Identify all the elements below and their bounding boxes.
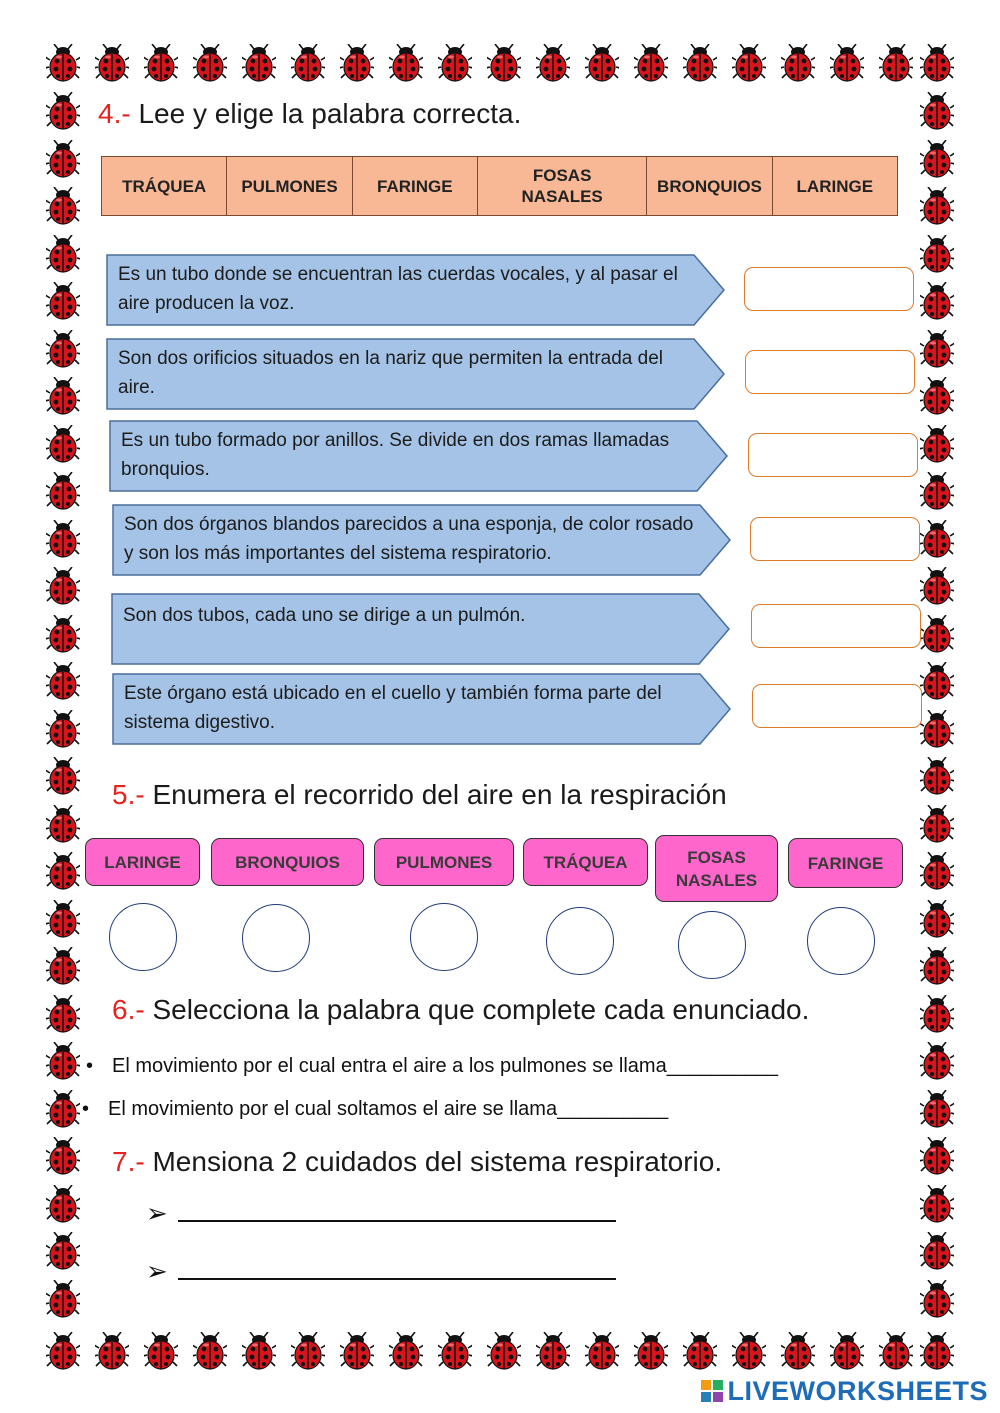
ladybug-icon xyxy=(340,44,374,82)
section6-number: 6.- xyxy=(112,994,145,1025)
bullet-dot: • xyxy=(82,1098,90,1120)
ladybug-icon xyxy=(830,44,864,82)
ladybug-icon xyxy=(46,567,80,605)
ladybug-icon xyxy=(144,44,178,82)
ladybug-icon xyxy=(487,1332,521,1370)
ladybug-icon xyxy=(46,140,80,178)
ladybug-icon xyxy=(920,472,954,510)
fill-in-sentence xyxy=(86,1055,778,1078)
ladybug-icon xyxy=(920,425,954,463)
answer-input-box[interactable] xyxy=(744,267,914,311)
answer-line[interactable] xyxy=(146,1198,616,1229)
ladybug-icon xyxy=(781,44,815,82)
ladybug-icon xyxy=(920,710,954,748)
ladybug-icon xyxy=(46,662,80,700)
ladybug-icon xyxy=(95,1332,129,1370)
ladybug-icon xyxy=(242,44,276,82)
clue-arrow xyxy=(112,673,732,745)
sequence-word-card: FOSAS NASALES xyxy=(655,835,778,902)
ladybug-icon xyxy=(46,330,80,368)
ladybug-icon xyxy=(46,615,80,653)
section7-heading xyxy=(112,1146,722,1178)
ladybug-icon xyxy=(920,235,954,273)
word-bank-cell: FARINGE xyxy=(353,157,478,215)
ladybug-icon xyxy=(920,805,954,843)
clue-arrow xyxy=(112,504,732,576)
order-number-circle[interactable] xyxy=(807,907,875,975)
ladybug-icon xyxy=(46,1332,80,1370)
ladybug-icon xyxy=(438,44,472,82)
order-number-circle[interactable] xyxy=(109,903,177,971)
ladybug-icon xyxy=(920,330,954,368)
ladybug-icon xyxy=(920,1185,954,1223)
section6-heading xyxy=(112,994,809,1026)
order-number-circle[interactable] xyxy=(546,907,614,975)
arrow-bullet-icon: ➢ xyxy=(146,1198,168,1228)
ladybug-icon xyxy=(830,1332,864,1370)
ladybug-icon xyxy=(144,1332,178,1370)
sequence-word-card: BRONQUIOS xyxy=(211,838,364,886)
ladybug-icon xyxy=(920,567,954,605)
ladybug-icon xyxy=(46,1137,80,1175)
ladybug-icon xyxy=(46,1090,80,1128)
ladybug-icon xyxy=(340,1332,374,1370)
ladybug-icon xyxy=(683,44,717,82)
ladybug-icon xyxy=(920,757,954,795)
ladybug-icon xyxy=(732,44,766,82)
section4-title: Lee y elige la palabra correcta. xyxy=(138,98,522,129)
sentence-text: El movimiento por el cual entra el aire a los pulmones se llama__________ xyxy=(112,1055,778,1077)
word-bank-cell: FOSAS NASALES xyxy=(478,157,647,215)
ladybug-icon xyxy=(920,947,954,985)
clue-text: Este órgano está ubicado en el cuello y también forma parte del sistema digestivo. xyxy=(124,683,662,733)
clue-text: Son dos orificios situados en la nariz que permiten la entrada del aire. xyxy=(118,348,663,398)
ladybug-icon xyxy=(920,520,954,558)
ladybug-icon xyxy=(585,44,619,82)
order-number-circle[interactable] xyxy=(410,903,478,971)
section7-title: Mensiona 2 cuidados del sistema respiratorio. xyxy=(152,1146,723,1177)
ladybug-icon xyxy=(291,44,325,82)
ladybug-icon xyxy=(46,92,80,130)
sequence-word-card: TRÁQUEA xyxy=(523,838,648,886)
word-bank-table xyxy=(101,156,898,216)
ladybug-icon xyxy=(920,1137,954,1175)
word-bank-cell: PULMONES xyxy=(227,157,352,215)
ladybug-icon xyxy=(920,615,954,653)
answer-input-box[interactable] xyxy=(745,350,915,394)
section5-number: 5.- xyxy=(112,779,145,810)
answer-input-box[interactable] xyxy=(751,604,921,648)
answer-input-box[interactable] xyxy=(752,684,922,728)
clue-text: Son dos tubos, cada uno se dirige a un pulmón. xyxy=(123,605,526,626)
section5-title: Enumera el recorrido del aire en la respiración xyxy=(152,779,727,810)
ladybug-icon xyxy=(46,44,80,82)
ladybug-icon xyxy=(920,377,954,415)
ladybug-icon xyxy=(46,235,80,273)
ladybug-icon xyxy=(920,282,954,320)
brand-text: LIVEWORKSHEETS xyxy=(727,1376,988,1406)
sequence-word-card: PULMONES xyxy=(374,838,514,886)
word-bank-cell: TRÁQUEA xyxy=(102,157,227,215)
ladybug-icon xyxy=(634,44,668,82)
sequence-word-card: FARINGE xyxy=(788,838,903,888)
ladybug-icon xyxy=(46,520,80,558)
ladybug-icon xyxy=(920,1042,954,1080)
ladybug-icon xyxy=(920,44,954,82)
ladybug-icon xyxy=(487,44,521,82)
order-number-circle[interactable] xyxy=(242,904,310,972)
ladybug-icon xyxy=(920,92,954,130)
ladybug-icon xyxy=(291,1332,325,1370)
ladybug-icon xyxy=(920,187,954,225)
ladybug-icon xyxy=(920,662,954,700)
ladybug-icon xyxy=(46,1280,80,1318)
sentence-text: El movimiento por el cual soltamos el aire se llama__________ xyxy=(108,1098,669,1120)
clue-arrow xyxy=(106,254,726,326)
ladybug-icon xyxy=(46,472,80,510)
ladybug-icon xyxy=(781,1332,815,1370)
clue-text: Es un tubo formado por anillos. Se divide en dos ramas llamadas bronquios. xyxy=(121,430,670,480)
ladybug-icon xyxy=(438,1332,472,1370)
answer-line[interactable] xyxy=(146,1256,616,1287)
answer-blank[interactable] xyxy=(178,1198,616,1222)
ladybug-icon xyxy=(920,140,954,178)
ladybug-icon xyxy=(920,1332,954,1370)
ladybug-icon xyxy=(879,44,913,82)
ladybug-icon xyxy=(920,995,954,1033)
ladybug-icon xyxy=(585,1332,619,1370)
ladybug-icon xyxy=(920,852,954,890)
section7-number: 7.- xyxy=(112,1146,145,1177)
section4-number: 4.- xyxy=(98,98,131,129)
section6-title: Selecciona la palabra que complete cada enunciado. xyxy=(152,994,810,1025)
clue-text: Es un tubo donde se encuentran las cuerdas vocales, y al pasar el aire producen la voz. xyxy=(118,264,678,314)
section4-heading xyxy=(98,98,521,130)
ladybug-icon xyxy=(46,425,80,463)
ladybug-icon xyxy=(46,1232,80,1270)
ladybug-icon xyxy=(920,1232,954,1270)
ladybug-icon xyxy=(389,1332,423,1370)
ladybug-icon xyxy=(46,852,80,890)
fill-in-sentence xyxy=(82,1098,669,1121)
ladybug-icon xyxy=(389,44,423,82)
ladybug-icon xyxy=(634,1332,668,1370)
ladybug-icon xyxy=(95,44,129,82)
bullet-dot: • xyxy=(86,1055,94,1077)
ladybug-icon xyxy=(242,1332,276,1370)
ladybug-icon xyxy=(46,900,80,938)
ladybug-icon xyxy=(920,900,954,938)
word-bank-cell: LARINGE xyxy=(796,176,874,196)
clue-arrow xyxy=(109,420,729,492)
answer-input-box[interactable] xyxy=(750,517,920,561)
ladybug-icon xyxy=(536,1332,570,1370)
ladybug-icon xyxy=(46,377,80,415)
clue-arrow xyxy=(111,593,731,665)
answer-blank[interactable] xyxy=(178,1256,616,1280)
ladybug-icon xyxy=(683,1332,717,1370)
ladybug-icon xyxy=(46,710,80,748)
liveworksheets-logo xyxy=(701,1376,988,1407)
brand-grid-icon xyxy=(701,1380,723,1402)
ladybug-icon xyxy=(46,805,80,843)
ladybug-icon xyxy=(46,282,80,320)
ladybug-icon xyxy=(193,44,227,82)
ladybug-icon xyxy=(46,757,80,795)
ladybug-icon xyxy=(920,1090,954,1128)
clue-arrow xyxy=(106,338,726,410)
ladybug-icon xyxy=(732,1332,766,1370)
ladybug-icon xyxy=(536,44,570,82)
ladybug-icon xyxy=(920,1280,954,1318)
section5-heading xyxy=(112,779,727,811)
ladybug-icon xyxy=(46,995,80,1033)
word-bank-cell: BRONQUIOS xyxy=(647,157,772,215)
arrow-bullet-icon: ➢ xyxy=(146,1256,168,1286)
ladybug-icon xyxy=(46,1042,80,1080)
sequence-word-card: LARINGE xyxy=(85,838,200,886)
ladybug-icon xyxy=(46,1185,80,1223)
answer-input-box[interactable] xyxy=(748,433,918,477)
ladybug-icon xyxy=(46,947,80,985)
order-number-circle[interactable] xyxy=(678,911,746,979)
ladybug-icon xyxy=(879,1332,913,1370)
ladybug-icon xyxy=(193,1332,227,1370)
clue-text: Son dos órganos blandos parecidos a una esponja, de color rosado y son los más importantes del sistema respiratorio. xyxy=(124,514,694,564)
ladybug-icon xyxy=(46,187,80,225)
